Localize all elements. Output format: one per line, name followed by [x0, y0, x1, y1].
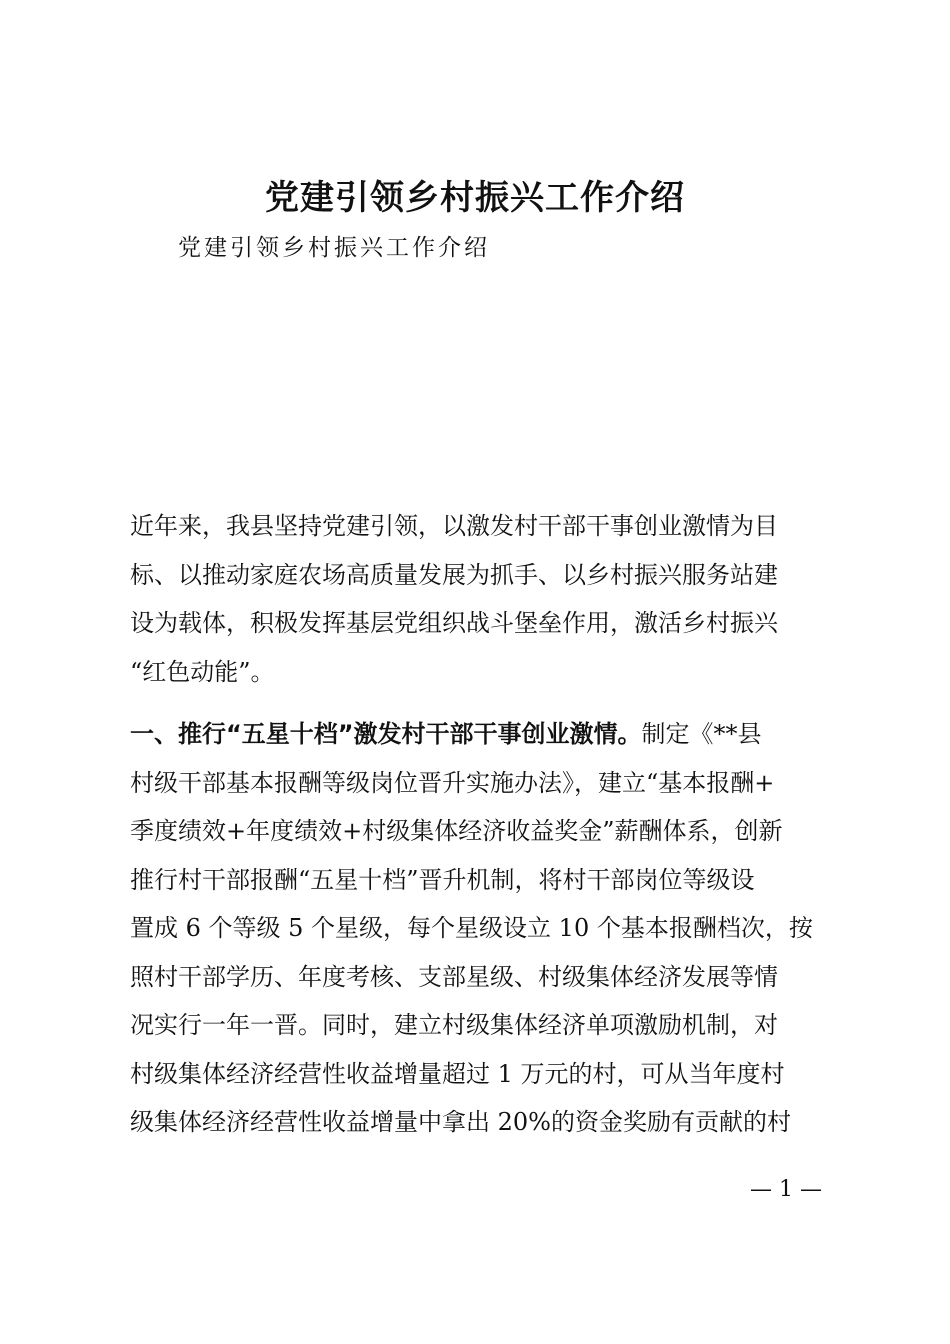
section-1-paragraph: [130, 710, 830, 1147]
section-1-line: 季度绩效+年度绩效+村级集体经济收益奖金”薪酬体系，创新: [130, 817, 783, 845]
section-1-line: 级集体经济经营性收益增量中拿出 20%的资金奖励有贡献的村: [130, 1108, 791, 1136]
intro-line: 标、以推动家庭农场高质量发展为抓手、以乡村振兴服务站建: [130, 560, 778, 589]
document-title: 党建引领乡村振兴工作介绍: [265, 178, 685, 218]
section-1-line: 推行村干部报酬“五星十档”晋升机制，将村干部岗位等级设: [130, 865, 755, 894]
section-1-first-line: [130, 710, 830, 759]
section-1-line: 村级干部基本报酬等级岗位晋升实施办法》，建立“基本报酬+: [130, 768, 775, 797]
intro-line: 设为载体，积极发挥基层党组织战斗堡垒作用，激活乡村振兴: [130, 609, 778, 637]
section-1-line: 况实行一年一晋。同时，建立村级集体经济单项激励机制，对: [130, 1011, 778, 1039]
section-1-heading: 一、推行“五星十档”激发村干部干事创业激情。: [130, 720, 642, 748]
page-number-text: — 1 —: [750, 1177, 822, 1202]
intro-line: “红色动能”。: [130, 657, 275, 686]
document-subtitle: 党建引领乡村振兴工作介绍: [178, 235, 490, 261]
section-1-first-line-text: 制定《**县: [641, 720, 762, 748]
section-1-line: 照村干部学历、年度考核、支部星级、村级集体经济发展等情: [130, 962, 778, 991]
intro-line: 近年来，我县坚持党建引领，以激发村干部干事创业激情为目: [130, 512, 778, 540]
section-1-line: 村级集体经济经营性收益增量超过 1 万元的村，可从当年度村: [130, 1059, 785, 1088]
section-1-line: 置成 6 个等级 5 个星级，每个星级设立 10 个基本报酬档次，按: [130, 914, 813, 942]
intro-paragraph: [130, 502, 830, 696]
